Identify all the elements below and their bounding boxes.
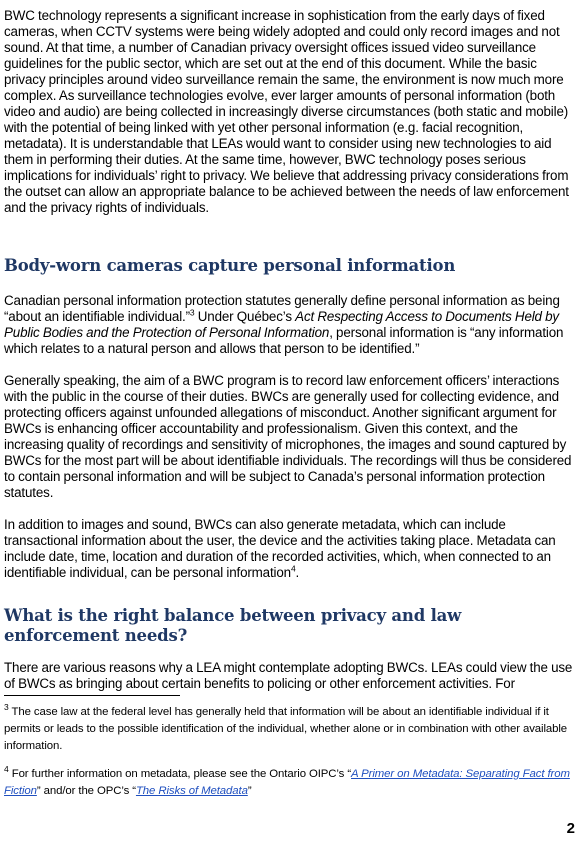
paragraph-definition: Canadian personal information protection statutes generally define personal information as being “about an identifiable individual.”$^3$ Under Québec’s Act Respecting Access to Documents Held by Public Bodies and the Protection of Personal Information, personal information is “any information which relates to a natural person and allows that person to be identified.” — [4, 293, 564, 356]
footnote-3: $^3$ The case law at the federal level has generally held that information will be about an identifiable individual if it permits or leads to the possible identification of the individual, whether alone or in combination with other available information. — [4, 702, 568, 752]
footnote-ref-3[interactable]: 3 — [189, 307, 195, 318]
footnote-separator — [4, 695, 180, 696]
heading-right-balance: What is the right balance between privacy and law enforcement needs? — [4, 606, 462, 645]
paragraph-bwc-technology: BWC technology represents a significant increase in sophistication from the early days of fixed cameras, when CCTV systems were being widely adopted and could only record images and not sound. At that time, a number of Canadian privacy oversight offices issued video surveillance guidelines for the public sector, which are set out at the end of this document. While the basic privacy principles around video surveillance remain the same, the environment is now much more complex. As surveillance technologies evolve, ever larger amounts of personal information (both video and audio) are being collected in increasingly diverse circumstances (both static and mobile) with the potential of being linked with yet other personal information (e.g. facial recognition, metadata). It is understandable that LEAs would want to consider using new technologies to aid them in performing their duties. At the same time, however, BWC technology poses serious implications for individuals’ right to privacy. We believe that addressing privacy considerations from the outset can allow an appropriate balance to be achieved between the needs of law enforcement and the privacy rights of individuals. — [4, 8, 569, 215]
paragraph-bwc-program-aim: Generally speaking, the aim of a BWC program is to record law enforcement officers’ interactions with the public in the course of their duties. BWCs are generally used for collecting evidence, and protecting officers against unfounded allegations of misconduct. Another significant argument for BWCs is enhancing officer accountability and professionalism. Given this context, and the increasing quality of recordings and sensitivity of microphones, the images and sound captured by BWCs for the most part will be about identifiable individuals. The recordings will thus be considered to contain personal information and will be subject to Canada’s personal information protection statutes. — [4, 373, 572, 500]
page-number: 2 — [566, 820, 575, 837]
heading-bwc-personal-info: Body-worn cameras capture personal information — [4, 256, 456, 275]
link-primer-on-metadata[interactable]: A Primer on Metadata: Separating Fact from Fiction — [4, 768, 570, 797]
act-title: Act Respecting Access to Documents Held by Public Bodies and the Protection of Personal Information — [4, 309, 559, 340]
link-risks-of-metadata[interactable]: The Risks of Metadata — [135, 785, 248, 797]
footnote-ref-4[interactable]: 4 — [290, 563, 296, 574]
document-page — [4, 8, 576, 692]
paragraph-reasons: There are various reasons why a LEA might contemplate adopting BWCs. LEAs could view the use of BWCs as bringing about certain benefits to policing or other enforcement activities. For — [4, 660, 573, 691]
paragraph-metadata: In addition to images and sound, BWCs can also generate metadata, which can include transactional information about the user, the device and the activities taking place. Metadata can include date, time, location and duration of the recorded activities, which, when connected to an identifiable individual, can be personal information$^4$. — [4, 517, 556, 580]
footnote-4: $^4$ For further information on metadata, please see the Ontario OIPC’s “A Primer on Metadata: Separating Fact from Fiction” and/or the OPC’s “The Risks of Metadata” — [4, 764, 570, 797]
